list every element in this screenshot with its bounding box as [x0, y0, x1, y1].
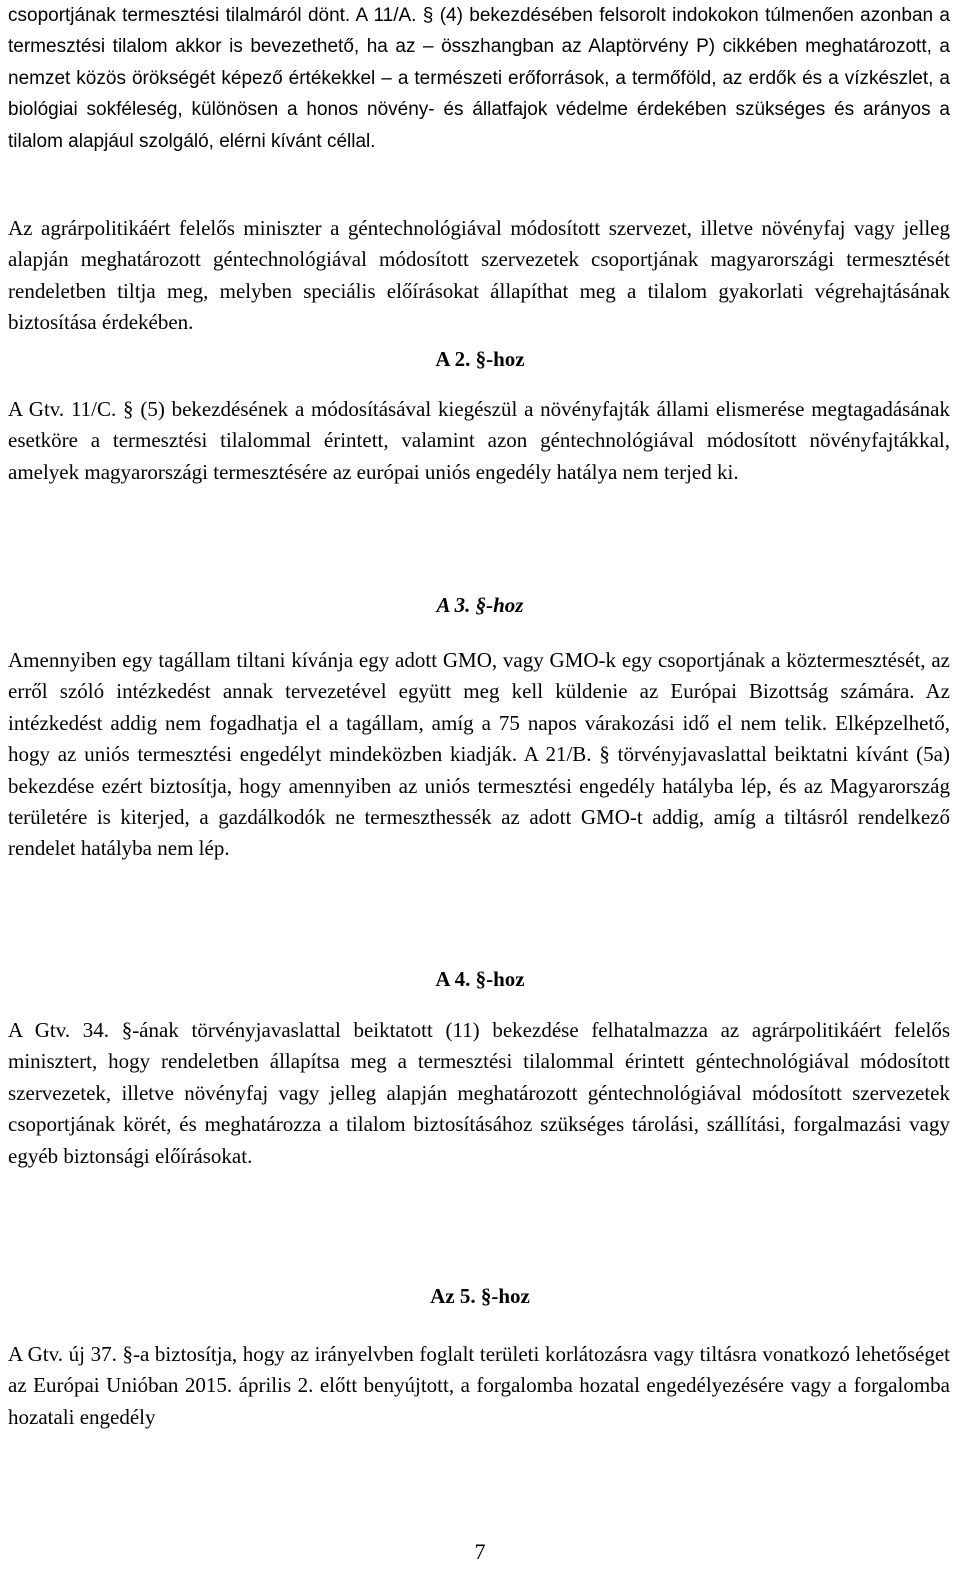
page-number: 7 — [474, 1539, 486, 1564]
paragraph-minister-decree: Az agrárpolitikáért felelős miniszter a géntechnológiával módosított szervezet, illetve növényfaj vagy jelleg alapján meghatározott géntechnológiával módosított szervezetek csoportjának magyarországi termesztését rendeletben tiltja meg, melyben speciális előírásokat állapíthat meg a tilalom gyakorlati végrehajtásának biztosítása érdekében. — [8, 216, 950, 335]
paragraph-gtv-34: A Gtv. 34. §-ának törvényjavaslattal beiktatott (11) bekezdése felhatalmazza az agrárpolitikáért felelős minisztert, hogy rendeletben állapítsa meg a termesztési tilalommal érintett géntechnológiával módosított szervezetek, illetve növényfaj vagy jelleg alapján meghatározott géntechnológiával módosított szervezetek csoportjának körét, és meghatározza a tilalom biztosításához szükséges tárolási, szállítási, forgalmazási vagy egyéb biztonsági előírásokat. — [8, 1018, 950, 1168]
paragraph-member-state-ban: Amennyiben egy tagállam tiltani kívánja egy adott GMO, vagy GMO-k egy csoportjának a köztermesztését, az erről szóló intézkedést annak tervezetével együtt meg kell küldenie az Európai Bizottság számára. Az intézkedést addig nem fogadhatja el a tagállam, amíg a 75 napos várakozási idő el nem telik. Elképzelhető, hogy az uniós termesztési engedélyt mindeközben kiadják. A 21/B. § törvényjavaslattal beiktatni kívánt (5a) bekezdése ezért biztosítja, hogy amennyiben az uniós termesztési engedély hatályba lép, és az Magyarország területére is kiterjed, a gazdálkodók ne termeszthessék az adott GMO-t addig, amíg a tiltásról rendelkező rendelet hatályba nem lép. — [8, 648, 950, 861]
paragraph-gtv-11c: A Gtv. 11/C. § (5) bekezdésének a módosításával kiegészül a növényfajták állami elismerése megtagadásának esetköre a termesztési tilalommal érintett, valamint azon géntechnológiával módosított növényfajtákkal, amelyek magyarországi termesztésére az európai uniós engedély hatálya nem terjed ki. — [8, 397, 950, 484]
heading-section-3: A 3. §-hoz — [436, 593, 524, 617]
paragraph-prohibition-grounds: csoportjának termesztési tilalmáról dönt. A 11/A. § (4) bekezdésében felsorolt indokokon túlmenően azonban a termesztési tilalom akkor is bevezethető, ha az – összhangban az Alaptörvény P) cikkében meghatározott, a nemzet közös örökségét képező értékekkel – a természeti erőforrások, a termőföld, az erdők és a vízkészlet, a biológiai sokféleség, különösen a honos növény- és állatfajok védelme érdekében szükséges és arányos a tilalom alapjául szolgáló, elérni kívánt céllal. — [8, 5, 950, 152]
paragraph-gtv-37: A Gtv. új 37. §-a biztosítja, hogy az irányelvben foglalt területi korlátozásra vagy tiltásra vonatkozó lehetőséget az Európai Unióban 2015. április 2. előtt benyújtott, a forgalomba hozatal engedélyezésére vagy a forgalomba hozatali engedély — [8, 1342, 950, 1429]
heading-section-4: A 4. §-hoz — [435, 967, 525, 991]
heading-section-2: A 2. §-hoz — [435, 347, 525, 371]
heading-section-5: Az 5. §-hoz — [430, 1284, 530, 1308]
